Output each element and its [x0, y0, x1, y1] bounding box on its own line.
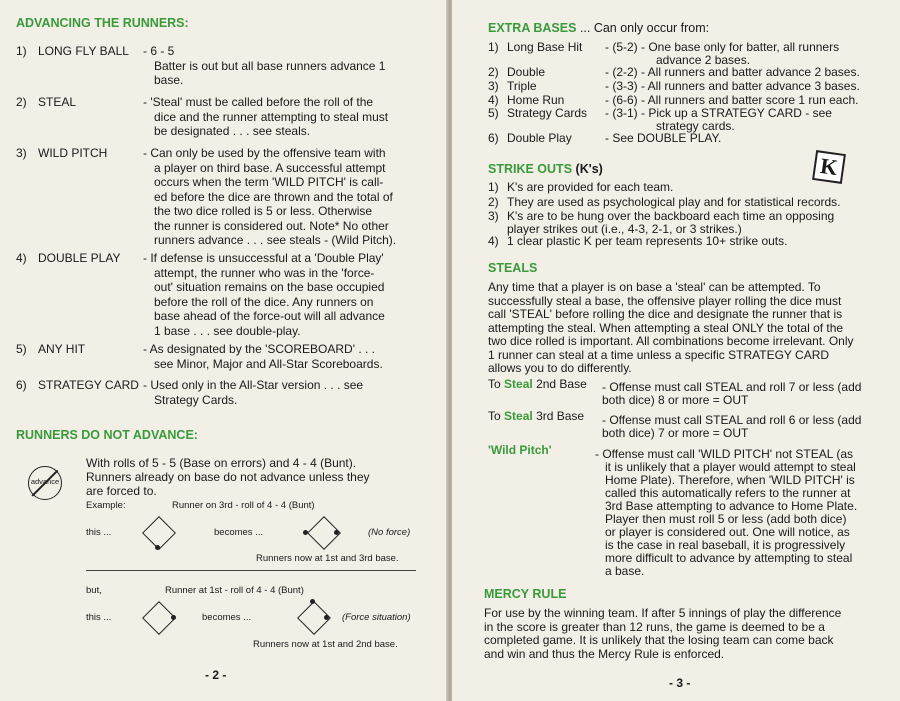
divider [86, 570, 416, 571]
no-force-note: (No force) [368, 527, 411, 538]
runners-not-advance-heading: RUNNERS DO NOT ADVANCE: [16, 428, 198, 442]
item-description-line: out' situation remains on the base occupied [154, 280, 385, 294]
page-2 [0, 0, 448, 701]
steal-2nd-rule-2: both dice) 8 or more = OUT [602, 393, 749, 407]
becomes-label-1: becomes ... [214, 527, 264, 538]
item-description-line: - (3-3) - All runners and batter advance 3 bases. [605, 79, 860, 93]
item-description-line: - (2-2) - All runners and batter advance 2 bases. [605, 65, 860, 79]
extra-bases-heading-row [488, 21, 709, 35]
no-advance-intro-1: With rolls of 5 - 5 (Base on errors) and 4 - 4 (Bunt). [86, 456, 357, 470]
wild-pitch-line: a base. [605, 564, 645, 578]
wild-pitch-line: Home Plate). Therefore, when 'WILD PITCH' is [605, 473, 855, 487]
item-description-line: K's are to be hung over the backboard each time an opposing [507, 209, 835, 223]
paragraph-line: and win and thus the Mercy Rule is enforced. [484, 646, 725, 661]
item-description-line: dice and the runner attempting to steal must [154, 109, 389, 124]
list-number: 4) [16, 251, 27, 265]
steal-3rd-rule-2: both dice) 7 or more = OUT [602, 426, 749, 440]
runner-dot [324, 615, 329, 620]
k-card-icon: K [812, 150, 846, 184]
item-label: STEAL [38, 95, 77, 109]
item-description-line: the runner is considered out. Note* No other [154, 218, 389, 233]
item-description-line: 1 clear plastic K per team represents 10+ strike outs. [507, 234, 788, 248]
list-number: 3) [488, 209, 499, 223]
item-description-line: 1 base . . . see double-play. [154, 323, 301, 338]
item-label: LONG FLY BALL [38, 44, 129, 58]
item-description-line: ed before the dice are thrown and the total of [154, 189, 393, 204]
no-advance-intro-3: are forced to. [86, 484, 157, 498]
list-number: 1) [16, 44, 27, 58]
wild-pitch-line: it is unlikely that a player would attempt to steal [605, 460, 856, 474]
wild-pitch-line: 3rd Base attempting to advance to Home Plate. [605, 499, 858, 513]
item-label: Strategy Cards [507, 106, 588, 120]
paragraph-line: successfully steal a base, the offensive player rolling the dice must [488, 293, 842, 308]
item-description-line: a player on third base. A successful attempt [154, 160, 386, 175]
item-description-line: attempt, the runner who was in the 'force- [154, 265, 375, 280]
becomes-label-2: becomes ... [202, 612, 252, 623]
paragraph-line: allows you to do differently. [488, 361, 632, 375]
wild-pitch-line: is the case in real baseball, it is progressively [605, 538, 846, 552]
paragraph-line: two dice rolled is important. All combinations become irrelevant. Only [488, 334, 854, 348]
page-number: - 3 - [669, 676, 691, 690]
item-description-line: - (6-6) - All runners and batter score 1 run each. [605, 93, 859, 107]
paragraph-line: 1 runner can steal at a time unless a specific STRATEGY CARD [488, 347, 830, 362]
item-description-line: before the roll of the dice. Any runners on [154, 294, 374, 309]
page-3 [452, 0, 900, 701]
paragraph-line: attempting the steal. When attempting a steal ONLY the total of the [488, 320, 844, 335]
steal-3rd-label: To Steal 3rd Base [488, 409, 585, 423]
item-description-line: runners advance . . . see steals - (Wild Pitch). [154, 233, 397, 247]
wild-pitch-line: more difficult to advance by attempting to steal [605, 551, 853, 565]
steal-3rd-rule-1: - Offense must call STEAL and roll 6 or less (add [602, 413, 862, 427]
item-description-line: - See DOUBLE PLAY. [605, 131, 722, 145]
wild-pitch-line: - Offense must call 'WILD PITCH' not STEAL (as [595, 447, 853, 461]
item-description-line: - As designated by the 'SCOREBOARD' . . . [143, 342, 376, 356]
list-number: 1) [488, 180, 499, 194]
item-description-line: - Used only in the All-Star version . . . see [143, 378, 364, 392]
result-1: Runners now at 1st and 3rd base. [256, 553, 399, 564]
no-advance-intro-2: Runners already on base do not advance unless they [86, 470, 370, 484]
advancing-heading: ADVANCING THE RUNNERS: [16, 16, 189, 30]
item-label: Double Play [507, 131, 572, 145]
paragraph-line: call 'STEAL' before rolling the dice and designate the runner that is [488, 307, 843, 321]
list-number: 2) [488, 195, 499, 209]
list-number: 2) [488, 65, 499, 79]
item-description-line: advance 2 bases. [656, 53, 751, 67]
strike-outs-heading: STRIKE OUTS [488, 162, 573, 176]
item-description-line: occurs when the term 'WILD PITCH' is call- [154, 175, 384, 189]
strike-outs-heading-row [488, 162, 603, 176]
item-description-line: K's are provided for each team. [507, 180, 674, 194]
paragraph-line: Any time that a player is on base a 'steal' can be attempted. To [488, 280, 821, 294]
list-number: 3) [16, 146, 27, 160]
runner-dot [303, 530, 308, 535]
list-number: 1) [488, 40, 499, 54]
force-situation-note: (Force situation) [342, 612, 411, 623]
list-number: 5) [16, 342, 27, 356]
item-description-line: - 'Steal' must be called before the roll of the [143, 95, 374, 109]
list-number: 2) [16, 95, 27, 109]
item-label: Long Base Hit [507, 40, 583, 54]
runner-dot [334, 530, 339, 535]
paragraph-line: For use by the winning team. If after 5 innings of play the difference [484, 606, 842, 620]
wild-pitch-line: or player is considered out. One will notice, as [605, 525, 850, 539]
item-label: Double [507, 65, 546, 79]
extra-bases-heading: EXTRA BASES [488, 21, 577, 35]
steal-2nd-rule-1: - Offense must call STEAL and roll 7 or less (add [602, 380, 862, 394]
item-description-line: They are used as psychological play and for statistical records. [507, 195, 841, 209]
item-label: DOUBLE PLAY [38, 251, 121, 265]
example-label: Example: [86, 500, 126, 511]
mercy-rule-heading: MERCY RULE [484, 587, 567, 601]
page-number: - 2 - [205, 668, 227, 682]
item-description-line: - (5-2) - One base only for batter, all runners [605, 40, 840, 54]
paragraph-line: in the score is greater than 12 runs, the game is deemed to be a [484, 619, 825, 634]
list-number: 5) [488, 106, 499, 120]
steals-heading: STEALS [488, 261, 538, 275]
no-advance-icon: advance [28, 466, 62, 500]
item-label: Triple [507, 79, 537, 93]
item-description-line: - Can only be used by the offensive team with [143, 146, 386, 160]
item-description-line: base. [154, 73, 184, 87]
item-description-line: the two dice rolled is 5 or less. Otherwise [154, 204, 373, 218]
steal-2nd-label: To Steal 2nd Base [488, 377, 587, 391]
item-description-line: - (3-1) - Pick up a STRATEGY CARD - see [605, 106, 832, 120]
example2-caption: Runner at 1st - roll of 4 - 4 (Bunt) [165, 585, 304, 596]
item-label: WILD PITCH [38, 146, 108, 160]
item-label: ANY HIT [38, 342, 86, 356]
runner-dot [155, 545, 160, 550]
item-description-line: - 6 - 5 [143, 44, 175, 58]
item-description-line: - If defense is unsuccessful at a 'Double Play' [143, 251, 384, 265]
item-description-line: base ahead of the force-out will all advance [154, 309, 385, 323]
list-number: 6) [488, 131, 499, 145]
item-description-line: be designated . . . see steals. [154, 124, 311, 138]
item-label: Home Run [507, 93, 565, 107]
paragraph-line: completed game. It is unlikely that the losing team can come back [484, 633, 834, 647]
wild-pitch-label: 'Wild Pitch' [488, 443, 552, 457]
item-label: STRATEGY CARD [38, 378, 139, 392]
example1-caption: Runner on 3rd - roll of 4 - 4 (Bunt) [172, 500, 315, 511]
wild-pitch-line: called this automatically refers to the runner at [605, 486, 851, 500]
strike-outs-suffix: (K's) [575, 162, 603, 176]
list-number: 4) [488, 93, 499, 107]
item-description-line: Strategy Cards. [154, 392, 238, 407]
list-number: 3) [488, 79, 499, 93]
extra-bases-suffix: ... Can only occur from: [579, 21, 710, 35]
list-number: 6) [16, 378, 27, 392]
result-2: Runners now at 1st and 2nd base. [253, 639, 398, 650]
this-label-1: this ... [86, 527, 112, 538]
item-description-line: Batter is out but all base runners advance 1 [154, 58, 386, 73]
runner-dot [171, 615, 176, 620]
but-label: but, [86, 585, 102, 596]
wild-pitch-line: Player then must roll 5 or less (add both dice) [605, 512, 847, 526]
item-description-line: see Minor, Major and All-Star Scoreboards. [154, 356, 383, 371]
item-description-line: strategy cards. [656, 119, 735, 133]
this-label-2: this ... [86, 612, 112, 623]
runner-dot [310, 599, 315, 604]
item-description-line: player strikes out (i.e., 4-3, 2-1, or 3 strikes.) [507, 222, 742, 236]
list-number: 4) [488, 234, 499, 248]
